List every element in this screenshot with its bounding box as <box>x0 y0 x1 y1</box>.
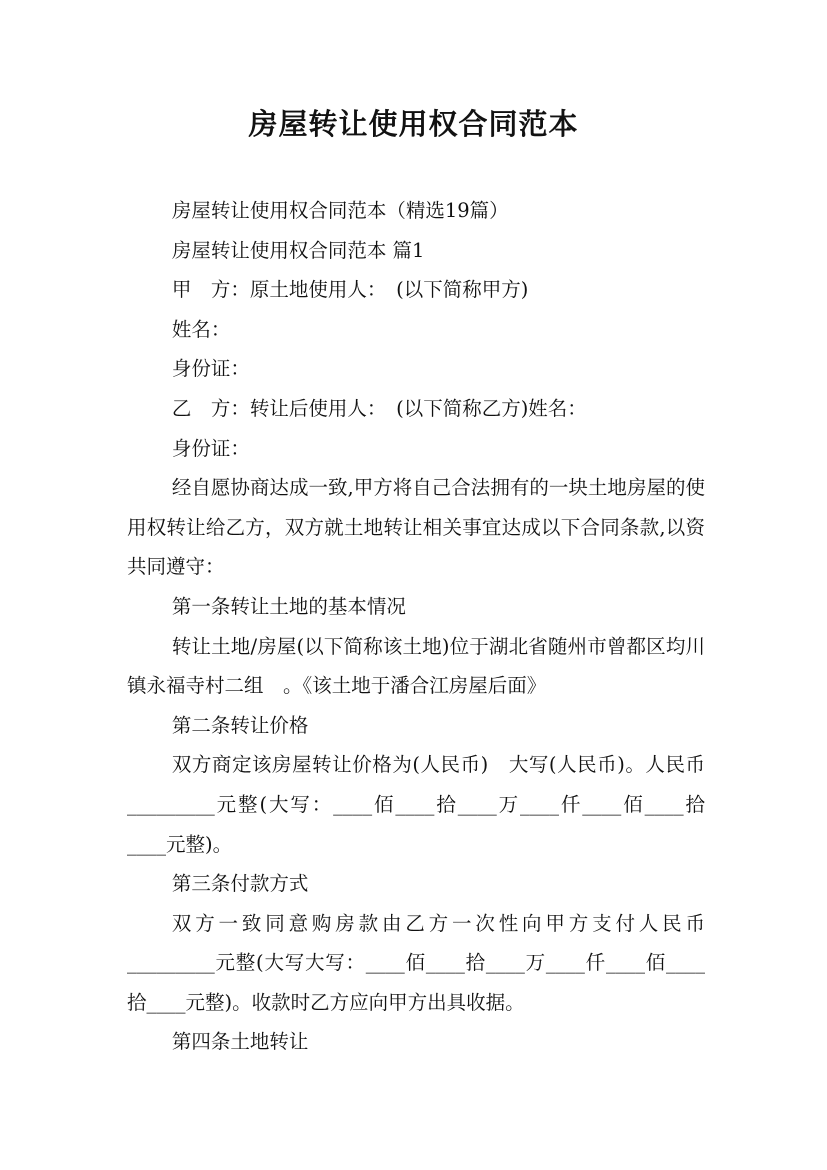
paragraph-subtitle: 房屋转让使用权合同范本（精选19篇） <box>171 199 509 222</box>
paragraph-article-2-heading: 第二条转让价格 <box>171 713 309 737</box>
paragraph-party-a-name: 姓名： <box>171 317 231 341</box>
paragraph-party-a: 甲 方：原土地使用人： (以下简称甲方) <box>171 278 529 302</box>
paragraph-article-1-heading: 第一条转让土地的基本情况 <box>171 594 406 618</box>
paragraph-preamble: 经自愿协商达成一致,甲方将自己合法拥有的一块土地房屋的使用权转让给乙方，双方就土地转让相关事宜达成以下合同条款,以资共同遵守： <box>127 476 705 579</box>
paragraph-party-b: 乙 方：转让后使用人： (以下简称乙方)姓名： <box>171 396 587 420</box>
paragraph-article-3-heading: 第三条付款方式 <box>171 872 309 896</box>
document-body <box>127 191 705 1062</box>
paragraph-section-heading: 房屋转让使用权合同范本 篇1 <box>171 238 425 262</box>
paragraph-article-1-body: 转让土地/房屋(以下简称该土地)位于湖北省随州市曾都区均川镇永福寺村二组 。《该土地于潘合江房屋后面》 <box>127 634 705 698</box>
paragraph-article-2-body: 双方商定该房屋转让价格为(人民币) 大写(人民币)。人民币_________元整(大写：____佰____拾____万____仟____佰____拾____元整)。 <box>127 753 705 856</box>
paragraph-party-a-id: 身份证： <box>171 357 250 381</box>
document-title: 房屋转让使用权合同范本 <box>248 107 579 141</box>
paragraph-party-b-id: 身份证： <box>171 436 250 460</box>
paragraph-article-4-heading: 第四条土地转让 <box>171 1030 309 1054</box>
paragraph-article-3-body: 双方一致同意购房款由乙方一次性向甲方支付人民币_________元整(大写大写：____佰____拾____万____仟____佰____拾____元整)。收款时乙方应向甲方出具收据。 <box>127 911 705 1014</box>
